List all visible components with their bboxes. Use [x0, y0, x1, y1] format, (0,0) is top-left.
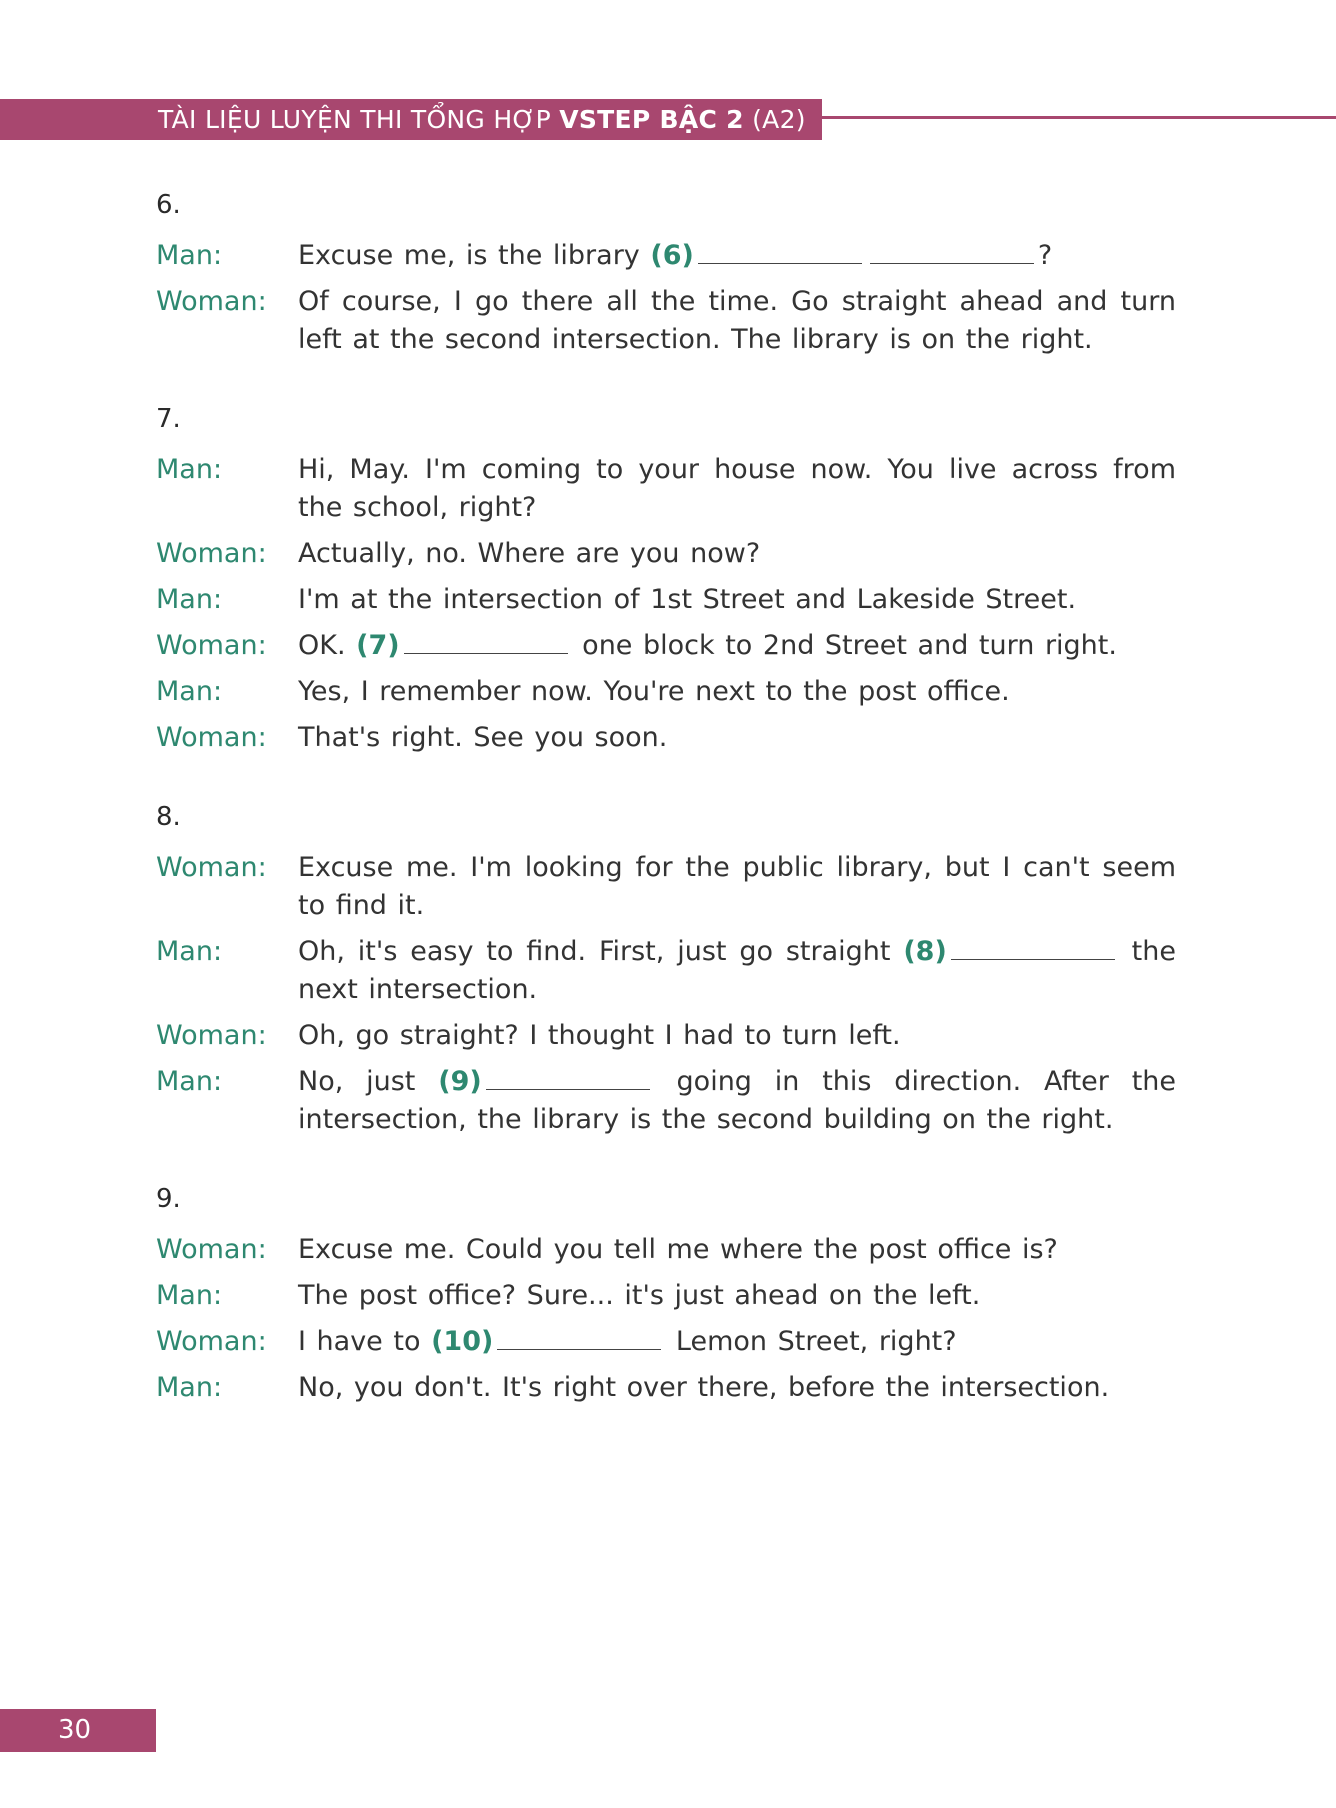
dialogue-line [156, 673, 1176, 711]
gap-number: (8) [903, 936, 947, 967]
section-number: 6. [156, 190, 181, 220]
section-number: 8. [156, 802, 181, 832]
answer-blank[interactable] [870, 262, 1034, 264]
dialogue-line [156, 1369, 1176, 1407]
speaker-label: Woman: [156, 722, 267, 753]
utterance-text: Actually, no. Where are you now? [298, 538, 761, 569]
speaker-label: Man: [156, 584, 223, 615]
answer-blank[interactable] [951, 958, 1115, 960]
utterance-text: No, just (9) going in this direction. After the intersection, the library is the second building on the right. [298, 1066, 1177, 1135]
utterance-text: I'm at the intersection of 1st Street and Lakeside Street. [298, 584, 1077, 615]
speaker-label: Man: [156, 1280, 223, 1311]
section-number: 9. [156, 1184, 181, 1214]
page-number: 30 [58, 1715, 92, 1745]
dialogue-line [156, 451, 1176, 527]
utterance-text: Oh, it's easy to find. First, just go straight (8) the next intersection. [298, 936, 1176, 1005]
header-title-part3: (A2) [743, 105, 806, 134]
dialogue-line [156, 1277, 1176, 1315]
speaker-label: Woman: [156, 852, 267, 883]
speaker-label: Man: [156, 240, 223, 271]
dialogue-line [156, 1017, 1176, 1055]
dialogue-line [156, 627, 1176, 665]
speaker-label: Woman: [156, 1326, 267, 1357]
speaker-label: Man: [156, 1372, 223, 1403]
gap-number: (7) [356, 630, 400, 661]
utterance-text: OK. (7) one block to 2nd Street and turn right. [298, 630, 1117, 661]
speaker-label: Man: [156, 454, 223, 485]
answer-blank[interactable] [497, 1348, 661, 1350]
dialogue-section [156, 1179, 1176, 1407]
answer-blank[interactable] [404, 652, 568, 654]
dialogue-line [156, 237, 1176, 275]
dialogue-line [156, 933, 1176, 1009]
speaker-label: Woman: [156, 1020, 267, 1051]
dialogue-section [156, 399, 1176, 757]
gap-number: (6) [650, 240, 694, 271]
dialogue-line [156, 719, 1176, 757]
dialogue-exercises [156, 185, 1176, 1447]
gap-number: (10) [431, 1326, 494, 1357]
dialogue-line [156, 1063, 1176, 1139]
answer-blank[interactable] [698, 262, 862, 264]
utterance-text: Hi, May. I'm coming to your house now. You live across from the school, right? [298, 454, 1176, 523]
dialogue-section [156, 797, 1176, 1139]
dialogue-line [156, 849, 1176, 925]
speaker-label: Woman: [156, 630, 267, 661]
utterance-text: Yes, I remember now. You're next to the post office. [298, 676, 1010, 707]
utterance-text: Oh, go straight? I thought I had to turn left. [298, 1020, 901, 1051]
page-header-title [158, 99, 806, 140]
dialogue-line [156, 1231, 1176, 1269]
section-number: 7. [156, 404, 181, 434]
dialogue-line [156, 283, 1176, 359]
utterance-text: Excuse me. Could you tell me where the post office is? [298, 1234, 1058, 1265]
utterance-text: The post office? Sure... it's just ahead on the left. [298, 1280, 981, 1311]
speaker-label: Man: [156, 1066, 223, 1097]
utterance-text: That's right. See you soon. [298, 722, 668, 753]
gap-number: (9) [438, 1066, 482, 1097]
speaker-label: Woman: [156, 1234, 267, 1265]
dialogue-line [156, 1323, 1176, 1361]
header-rule [822, 116, 1336, 119]
utterance-text: Excuse me, is the library (6) ? [298, 240, 1053, 271]
utterance-text: No, you don't. It's right over there, before the intersection. [298, 1372, 1110, 1403]
utterance-text: Excuse me. I'm looking for the public library, but I can't seem to find it. [298, 852, 1176, 921]
dialogue-section [156, 185, 1176, 359]
answer-blank[interactable] [486, 1088, 650, 1090]
dialogue-line [156, 581, 1176, 619]
dialogue-line [156, 535, 1176, 573]
header-title-bold: VSTEP BẬC 2 [559, 105, 744, 134]
speaker-label: Woman: [156, 286, 267, 317]
speaker-label: Man: [156, 936, 223, 967]
utterance-text: I have to (10) Lemon Street, right? [298, 1326, 957, 1357]
speaker-label: Woman: [156, 538, 267, 569]
speaker-label: Man: [156, 676, 223, 707]
utterance-text: Of course, I go there all the time. Go straight ahead and turn left at the second intersection. The library is on the right. [298, 286, 1176, 355]
header-title-part1: TÀI LIỆU LUYỆN THI TỔNG HỢP [158, 105, 560, 134]
